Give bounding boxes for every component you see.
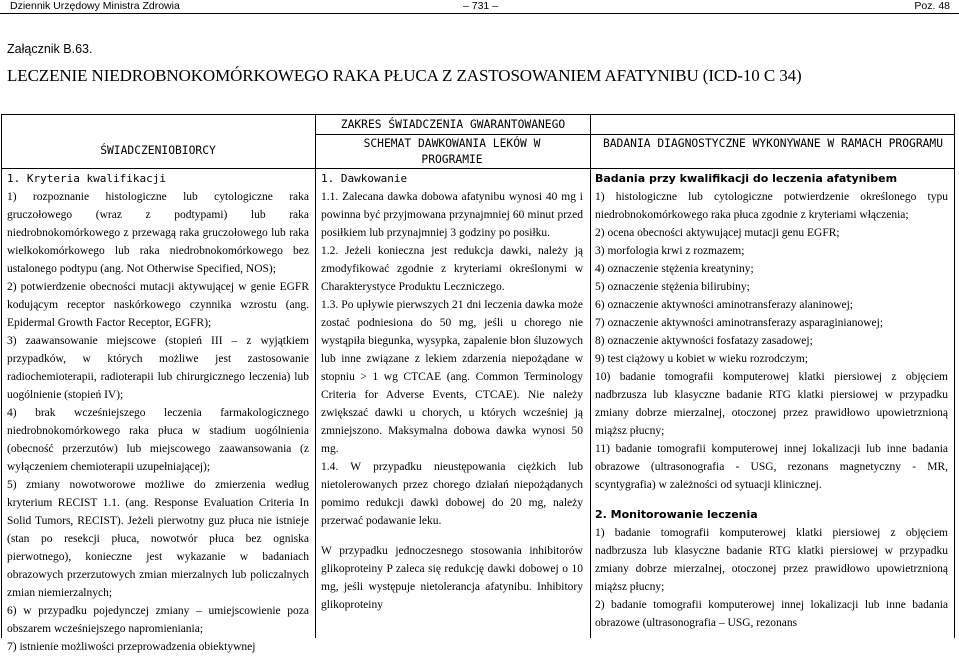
- criterion-7: 7) istnienie możliwości przeprowadzenia obiektywnej: [7, 641, 256, 653]
- group-header: ZAKRES ŚWIADCZENIA GWARANTOWANEGO: [340, 118, 566, 131]
- table-border-top: [1, 114, 955, 115]
- criterion-4: 4) brak wcześniejszego leczenia farmakologicznego niedrobnokomórkowego raka płuca w stadium uogólnienia (obecność przerzutów) lub miejscowego zaawansowania (z wyłączeniem chemioterapii uzupełniającej);: [7, 407, 309, 473]
- exam-9: 9) test ciążowy u kobiet w wieku rozrodczym;: [595, 353, 809, 365]
- table-divider-2: [590, 114, 591, 638]
- section-title: 2. Monitorowanie leczenia: [595, 508, 758, 521]
- attachment-label: Załącznik B.63.: [7, 42, 93, 56]
- position-number: Poz. 48: [914, 0, 950, 12]
- exam-2: 2) ocena obecności aktywującej mutacji genu EGFR;: [595, 227, 840, 239]
- exam-8: 8) oznaczenie aktywności fosfatazy zasadowej;: [595, 335, 813, 347]
- criterion-3: 3) zaawansowanie miejscowe (stopień III – z wyjątkiem przypadków, w których możliwe jest zastosowanie radiochemioterapii, radioterapii lub chirurgicznego leczenia) lub uogólnienie (stopień IV);: [7, 335, 309, 401]
- page-number: – 731 –: [463, 0, 499, 12]
- section-title: 1. Dawkowanie: [321, 172, 408, 185]
- exam-3: 3) morfologia krwi z rozmazem;: [595, 245, 745, 257]
- exam-1: 1) histologiczne lub cytologiczne potwierdzenie określonego typu niedrobnokomórkowego raka płuca zgodnie z kryteriami włączenia;: [595, 191, 948, 221]
- dosing-1-3: 1.3. Po upływie pierwszych 21 dni leczenia dawka może zostać podniesiona do 50 mg, jeśli u chorego nie wystąpiła biegunka, wysypka, zapalenie błon śluzowych lub inne związane z lekiem zdarzenia niepożądane w stopniu > 1 wg CTCAE (ang. Common Terminology Criteria for Adverse Events, CTCAE). Nie należy zwiększać dawki u chorych, u których wcześniej ją zmniejszono. Maksymalna dobowa dawka wynosi 50 mg.: [321, 299, 583, 455]
- dosing-1-1: 1.1. Zalecana dawka dobowa afatynibu wynosi 40 mg i powinna być przyjmowana przynajmniej 60 minut przed posiłkiem lub przynajmniej 3 godziny po posiłku.: [321, 191, 583, 239]
- exam-4: 4) oznaczenie stężenia kreatyniny;: [595, 263, 754, 275]
- table-divider-1: [315, 114, 316, 638]
- page-header: [0, 0, 959, 14]
- dosing-1-2: 1.2. Jeżeli konieczna jest redukcja dawki, należy ją zmodyfikować zgodnie z kryteriami określonymi w Charakterystyce Produktu Leczniczego.: [321, 245, 583, 293]
- criterion-2: 2) potwierdzenie obecności mutacji aktywującej w genie EGFR kodującym receptor naskórkowego czynnika wzrostu (ang. Epidermal Growth Factor Receptor, EGFR);: [7, 281, 309, 329]
- dosing-1-4: 1.4. W przypadku nieustępowania ciężkich lub nietolerowanych przez chorego działań niepożądanych pomimo redukcji dawki dobowej do 20 mg, należy przerwać podawanie leku.: [321, 461, 583, 527]
- program-table: [1, 114, 955, 653]
- section-title: 1. Kryteria kwalifikacji: [7, 172, 166, 185]
- exam-11: 11) badanie tomografii komputerowej innej lokalizacji lub inne badania obrazowe (ultrasonografia - USG, rezonans magnetyczny - MR, scyntygrafia) w zależności od sytuacji klinicznej.: [595, 443, 948, 491]
- criterion-6: 6) w przypadku pojedynczej zmiany – umiejscowienie poza obszarem wcześniejszego napromieniania;: [7, 605, 309, 635]
- spacer: [321, 530, 583, 542]
- document-title: LECZENIE NIEDROBNOKOMÓRKOWEGO RAKA PŁUCA Z ZASTOSOWANIEM AFATYNIBU (ICD-10 C 34): [7, 66, 802, 85]
- journal-name: Dziennik Urzędowy Ministra Zdrowia: [10, 0, 180, 12]
- monitoring-2: 2) badanie tomografii komputerowej innej lokalizacji lub inne badania obrazowe (ultrasonografia – USG, rezonans: [595, 599, 948, 629]
- table-border-left: [1, 114, 2, 638]
- exam-7: 7) oznaczenie aktywności aminotransferazy asparaginianowej;: [595, 317, 884, 329]
- criterion-5: 5) zmiany nowotworowe możliwe do zmierzenia według kryterium RECIST 1.1. (ang. Response Evaluation Criteria In Solid Tumors, RECIST). Jeżeli pierwotny guz płuca nie istnieje (stan po resekcji płuca, nowotwór płuca bez ogniska pierwotnego), konieczne jest wykazanie w badaniach obrazowych przerzutowych zmian mierzalnych lub policzalnych zmian niemierzalnych;: [7, 479, 309, 599]
- exam-6: 6) oznaczenie aktywności aminotransferazy alaninowej;: [595, 299, 853, 311]
- col3-content: [595, 170, 948, 632]
- group-header-rule: [315, 134, 955, 135]
- monitoring-1: 1) badanie tomografii komputerowej klatki piersiowej z objęciem nadbrzusza lub klasyczne badanie RTG klatki piersiowej w przypadku zmiany dobrze mierzalnej, otoczonej przez prawidłowo upowietrznioną miąższ płucny;: [595, 527, 948, 593]
- header-rule: [0, 13, 959, 14]
- table-border-right: [954, 114, 955, 638]
- criterion-1: 1) rozpoznanie histologiczne lub cytologiczne raka gruczołowego (wraz z podtypami) lub raka niedrobnokomórkowego z przewagą raka gruczołowego lub raka wielkokomórkowego lub raka niedrobnokomórkowego bez ustalonego podtypu (ang. Not Otherwise Specified, NOS);: [7, 191, 309, 275]
- exam-5: 5) oznaczenie stężenia bilirubiny;: [595, 281, 750, 293]
- dosing-note: W przypadku jednoczesnego stosowania inhibitorów glikoproteiny P zaleca się redukcję dawki dobowej o 10 mg, jeśli występuje nietolerancja afatynibu. Inhibitory glikoproteiny: [321, 545, 583, 611]
- exam-10: 10) badanie tomografii komputerowej klatki piersiowej z objęciem nadbrzusza lub klasyczne badanie RTG klatki piersiowej w przypadku zmiany dobrze mierzalnej, otoczonej przez prawidłowo upowietrznioną miąższ płucny;: [595, 371, 948, 437]
- col2-content: [321, 170, 583, 614]
- header-bottom-rule: [1, 168, 955, 169]
- col3-header: BADANIA DIAGNOSTYCZNE WYKONYWANE W RAMACH PROGRAMU: [602, 137, 944, 150]
- col1-header: ŚWIADCZENIOBIORCY: [100, 144, 216, 157]
- section-title: Badania przy kwalifikacji do leczenia afatynibem: [595, 172, 898, 185]
- col2-header: SCHEMAT DAWKOWANIA LEKÓW W PROGRAMIE: [363, 137, 541, 166]
- col1-content: [7, 170, 309, 656]
- spacer: [595, 494, 948, 506]
